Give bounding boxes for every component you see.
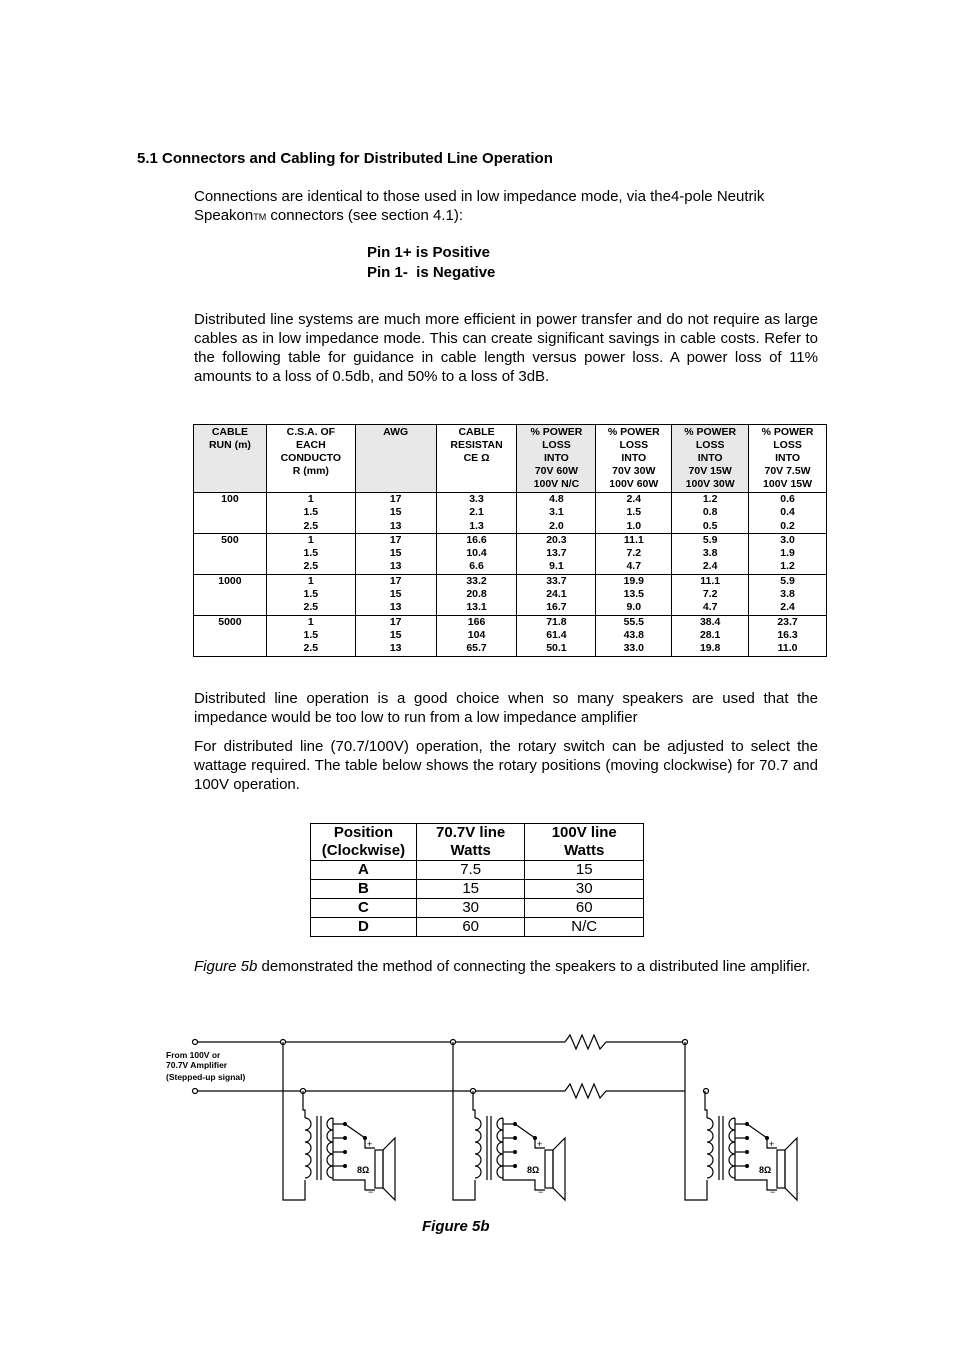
loss-value: 33.2	[466, 574, 487, 587]
loss-value: 0.4	[780, 506, 795, 519]
position-header-line: (Clockwise)	[321, 842, 406, 859]
loss-value: 7.2	[702, 588, 718, 601]
position-header-line: Watts	[564, 842, 605, 859]
loss-value: 9.1	[549, 560, 564, 573]
watts-cell: N/C	[525, 918, 644, 937]
loss-value-cell	[436, 493, 517, 534]
loss-value: 2.4	[702, 560, 718, 573]
loss-value: 2.4	[780, 601, 795, 614]
loss-value: 1.5	[303, 628, 319, 641]
loss-value: 1	[307, 574, 314, 587]
loss-value: 0.5	[702, 519, 718, 532]
table-row	[194, 574, 827, 615]
figure-caption: Figure 5b	[422, 1218, 490, 1235]
figure-reference-paragraph	[194, 957, 818, 976]
loss-value-cell	[355, 615, 436, 656]
loss-header-line: 70V 7.5W	[764, 465, 811, 477]
source-label-line-1: From 100V or	[166, 1050, 221, 1060]
loss-value-cell	[436, 615, 517, 656]
loss-header-line: INTO	[775, 452, 800, 464]
loss-header-line: 100V 30W	[685, 478, 735, 490]
loss-value: 2.5	[303, 601, 319, 614]
loss-value: 1.5	[303, 588, 319, 601]
svg-text:8Ω: 8Ω	[759, 1165, 772, 1175]
loss-header-line: CABLE	[211, 426, 249, 438]
loss-value: 4.8	[549, 493, 564, 505]
loss-value: 19.9	[623, 574, 644, 587]
loss-value-cell	[517, 493, 596, 534]
loss-value-cell	[436, 533, 517, 574]
loss-value: 1.5	[303, 547, 319, 560]
pin-negative: Pin 1- is Negative	[367, 263, 496, 281]
loss-value: 13	[389, 601, 402, 614]
table-row	[311, 918, 644, 937]
loss-value-cell	[749, 533, 827, 574]
loss-value: 3.8	[702, 547, 718, 560]
cable-run-cell: 5000	[194, 615, 267, 656]
loss-value: 11.1	[700, 574, 721, 587]
loss-value-cell	[672, 615, 749, 656]
loss-value: 13	[389, 560, 402, 573]
loss-value: 166	[467, 615, 486, 628]
speaker-unit-2	[453, 1042, 565, 1200]
loss-value: 20.3	[546, 533, 567, 546]
section-heading: 5.1 Connectors and Cabling for Distributed Line Operation	[137, 150, 553, 167]
loss-value: 1	[307, 493, 314, 505]
loss-header-line: % POWER	[761, 426, 814, 438]
table-row	[311, 899, 644, 918]
loss-value: 2.1	[469, 506, 484, 519]
loss-value: 4.7	[702, 601, 718, 614]
trademark-mark: TM	[253, 212, 267, 222]
position-letter-cell: D	[311, 918, 417, 937]
loss-header-cell	[355, 425, 436, 493]
speaker-unit-1	[283, 1042, 395, 1200]
distributed-line-paragraph: Distributed line operation is a good choice when so many speakers are used that the impedance would be too low to run from a low impedance amplifier	[194, 690, 818, 726]
loss-value: 104	[467, 628, 486, 641]
loss-header-line: % POWER	[607, 426, 660, 438]
loss-value: 10.4	[466, 547, 487, 560]
loss-value: 9.0	[626, 601, 642, 614]
loss-value: 1.9	[780, 547, 795, 560]
loss-value: 23.7	[777, 615, 798, 628]
rotary-position-table	[310, 823, 644, 937]
watts-cell: 7.5	[416, 861, 525, 880]
position-letter-cell: A	[311, 861, 417, 880]
loss-value-cell	[672, 533, 749, 574]
loss-value: 55.5	[623, 615, 644, 628]
loss-value: 61.4	[546, 628, 567, 641]
watts-cell: 15	[416, 880, 525, 899]
position-letter-cell: C	[311, 899, 417, 918]
position-header-line: 70.7V line	[436, 824, 506, 841]
loss-header-line: CABLE	[458, 426, 495, 438]
loss-value: 15	[389, 588, 402, 601]
position-header-cell	[416, 824, 525, 861]
loss-value: 1.0	[626, 519, 642, 532]
loss-value: 50.1	[546, 642, 567, 655]
source-label-line-3: (Stepped-up signal)	[166, 1072, 246, 1082]
pin-assignments	[367, 243, 495, 282]
loss-value: 13	[389, 519, 402, 532]
loss-value-cell	[355, 533, 436, 574]
loss-value: 0.6	[780, 493, 795, 505]
loss-header-line: INTO	[697, 452, 723, 464]
loss-value: 17	[389, 533, 402, 546]
loss-header-cell	[596, 425, 672, 493]
watts-cell: 30	[416, 899, 525, 918]
loss-value: 13.5	[623, 588, 644, 601]
loss-value: 2.4	[626, 493, 642, 505]
intro-line-2: connectors (see section 4.1):	[266, 207, 463, 224]
watts-cell: 15	[525, 861, 644, 880]
table-row	[311, 880, 644, 899]
loss-value: 15	[389, 547, 402, 560]
loss-header-line: AWG	[383, 426, 409, 438]
loss-header-line: LOSS	[773, 439, 802, 451]
loss-header-line: R (mm)	[292, 465, 329, 477]
loss-header-cell	[436, 425, 517, 493]
loss-header-line: 70V 15W	[688, 465, 732, 477]
loss-value: 17	[389, 615, 402, 628]
loss-value: 2.0	[549, 519, 564, 532]
loss-header-line: RESISTAN	[450, 439, 503, 451]
rotary-switch-paragraph: For distributed line (70.7/100V) operation, the rotary switch can be adjusted to select the wattage required. The table below shows the rotary positions (moving clockwise) for 70.7 and 100V operation.	[194, 738, 818, 793]
watts-cell: 60	[525, 899, 644, 918]
loss-header-line: 100V N/C	[533, 478, 580, 490]
loss-value-cell	[749, 493, 827, 534]
loss-value: 15	[389, 506, 402, 519]
loss-value: 3.3	[469, 493, 484, 505]
loss-value: 2.5	[303, 642, 319, 655]
loss-value: 17	[389, 574, 402, 587]
svg-text:−: −	[368, 1187, 374, 1197]
loss-value: 33.0	[623, 642, 644, 655]
loss-header-line: C.S.A. OF	[286, 426, 336, 438]
intro-paragraph	[194, 187, 818, 227]
loss-header-line: INTO	[621, 452, 647, 464]
figure-reference: Figure 5b	[194, 958, 258, 975]
power-loss-header-row	[194, 425, 827, 493]
loss-header-line: INTO	[543, 452, 569, 464]
loss-value-cell	[355, 574, 436, 615]
wiring-diagram	[160, 1030, 820, 1210]
loss-value: 24.1	[546, 588, 567, 601]
loss-value-cell	[749, 615, 827, 656]
loss-value: 28.1	[699, 628, 721, 641]
svg-text:+: +	[769, 1139, 775, 1149]
cable-run-cell: 500	[194, 533, 267, 574]
loss-value-cell	[596, 533, 672, 574]
loss-header-cell	[517, 425, 596, 493]
loss-value: 1.3	[469, 519, 484, 532]
position-header-cell	[525, 824, 644, 861]
watts-cell: 30	[525, 880, 644, 899]
loss-value-cell	[596, 615, 672, 656]
table-row	[311, 861, 644, 880]
loss-value: 11.0	[777, 642, 798, 655]
loss-value: 2.5	[303, 560, 319, 573]
loss-value-cell	[596, 493, 672, 534]
loss-value: 13.1	[466, 601, 487, 614]
loss-value: 3.1	[549, 506, 564, 519]
table-row	[194, 493, 827, 534]
position-header-line: Watts	[450, 842, 491, 859]
loss-value: 1	[307, 615, 314, 628]
rotary-position-header-row	[311, 824, 644, 861]
loss-value: 43.8	[623, 628, 644, 641]
position-letter-cell: B	[311, 880, 417, 899]
loss-value-cell	[517, 615, 596, 656]
loss-header-line: 100V 15W	[763, 478, 813, 490]
loss-header-cell	[672, 425, 749, 493]
cable-run-cell: 1000	[194, 574, 267, 615]
loss-value: 20.8	[466, 588, 487, 601]
loss-header-line: 70V 30W	[612, 465, 656, 477]
loss-header-line: 70V 60W	[534, 465, 579, 477]
loss-value: 6.6	[469, 560, 484, 573]
loss-header-line: CONDUCTO	[280, 452, 342, 464]
svg-text:8Ω: 8Ω	[527, 1165, 540, 1175]
loss-value: 1.2	[780, 560, 795, 573]
loss-value: 19.8	[699, 642, 721, 655]
loss-value-cell	[672, 493, 749, 534]
loss-value: 3.8	[780, 588, 795, 601]
loss-value-cell	[517, 574, 596, 615]
loss-header-line: LOSS	[619, 439, 649, 451]
figure-reference-text: demonstrated the method of connecting the speakers to a distributed line amplifier.	[257, 958, 811, 975]
loss-value-cell	[355, 493, 436, 534]
loss-header-line: LOSS	[542, 439, 571, 451]
loss-value: 71.8	[546, 615, 567, 628]
loss-value-cell	[266, 533, 355, 574]
loss-value: 1	[307, 533, 314, 546]
efficiency-paragraph: Distributed line systems are much more efficient in power transfer and do not require as large cables as in low impedance mode. This can create significant savings in cable costs. Refer to the following table for guidance in cable length versus power loss. A power loss of 11% amounts to a loss of 0.5db, and 50% to a loss of 3dB.	[194, 311, 818, 385]
loss-header-line: % POWER	[684, 426, 737, 438]
loss-value: 17	[389, 493, 402, 505]
position-header-line: Position	[333, 824, 394, 841]
loss-value: 38.4	[699, 615, 721, 628]
loss-header-line: RUN (m)	[208, 439, 251, 451]
table-row	[194, 615, 827, 656]
power-loss-table	[193, 424, 827, 657]
loss-value-cell	[436, 574, 517, 615]
position-header-line: 100V line	[551, 824, 617, 841]
loss-value-cell	[517, 533, 596, 574]
loss-header-line: 100V 60W	[609, 478, 659, 490]
loss-value: 15	[389, 628, 402, 641]
loss-header-cell	[194, 425, 267, 493]
loss-value: 16.7	[546, 601, 567, 614]
loss-value-cell	[266, 615, 355, 656]
watts-cell: 60	[416, 918, 525, 937]
loss-value: 16.6	[466, 533, 487, 546]
loss-value-cell	[266, 574, 355, 615]
loss-value: 4.7	[626, 560, 642, 573]
loss-value: 5.9	[780, 574, 795, 587]
loss-value: 13.7	[546, 547, 567, 560]
loss-header-cell	[266, 425, 355, 493]
loss-value: 16.3	[777, 628, 798, 641]
source-label-line-2: 70.7V Amplifier	[166, 1060, 228, 1070]
svg-text:+: +	[367, 1139, 373, 1149]
speaker-unit-3	[685, 1042, 797, 1200]
cable-run-cell: 100	[194, 493, 267, 534]
svg-text:+: +	[537, 1139, 543, 1149]
loss-value: 11.1	[623, 533, 644, 546]
loss-header-line: LOSS	[695, 439, 725, 451]
loss-value-cell	[672, 574, 749, 615]
table-row	[194, 533, 827, 574]
loss-value-cell	[749, 574, 827, 615]
position-header-cell	[311, 824, 417, 861]
loss-header-line: % POWER	[530, 426, 583, 438]
loss-value: 1.2	[702, 493, 718, 505]
loss-header-line: CE Ω	[463, 452, 490, 464]
loss-value-cell	[596, 574, 672, 615]
speakon-label: Speakon	[194, 207, 254, 224]
loss-value: 13	[389, 642, 402, 655]
svg-text:−: −	[538, 1187, 544, 1197]
pin-positive: Pin 1+ is Positive	[367, 244, 490, 261]
loss-value: 3.0	[780, 533, 795, 546]
intro-line-1: Connections are identical to those used in low impedance mode, via the4-pole Neutrik	[194, 188, 765, 205]
loss-header-line: EACH	[295, 439, 326, 451]
loss-value: 33.7	[546, 574, 567, 587]
loss-header-cell	[749, 425, 827, 493]
svg-text:8Ω: 8Ω	[357, 1165, 370, 1175]
loss-value: 7.2	[626, 547, 642, 560]
loss-value-cell	[266, 493, 355, 534]
svg-text:−: −	[770, 1187, 776, 1197]
loss-value: 0.2	[780, 519, 795, 532]
loss-value: 5.9	[702, 533, 718, 546]
loss-value: 1.5	[626, 506, 642, 519]
loss-value: 65.7	[466, 642, 487, 655]
loss-value: 2.5	[303, 519, 319, 532]
loss-value: 1.5	[303, 506, 319, 519]
loss-value: 0.8	[702, 506, 718, 519]
